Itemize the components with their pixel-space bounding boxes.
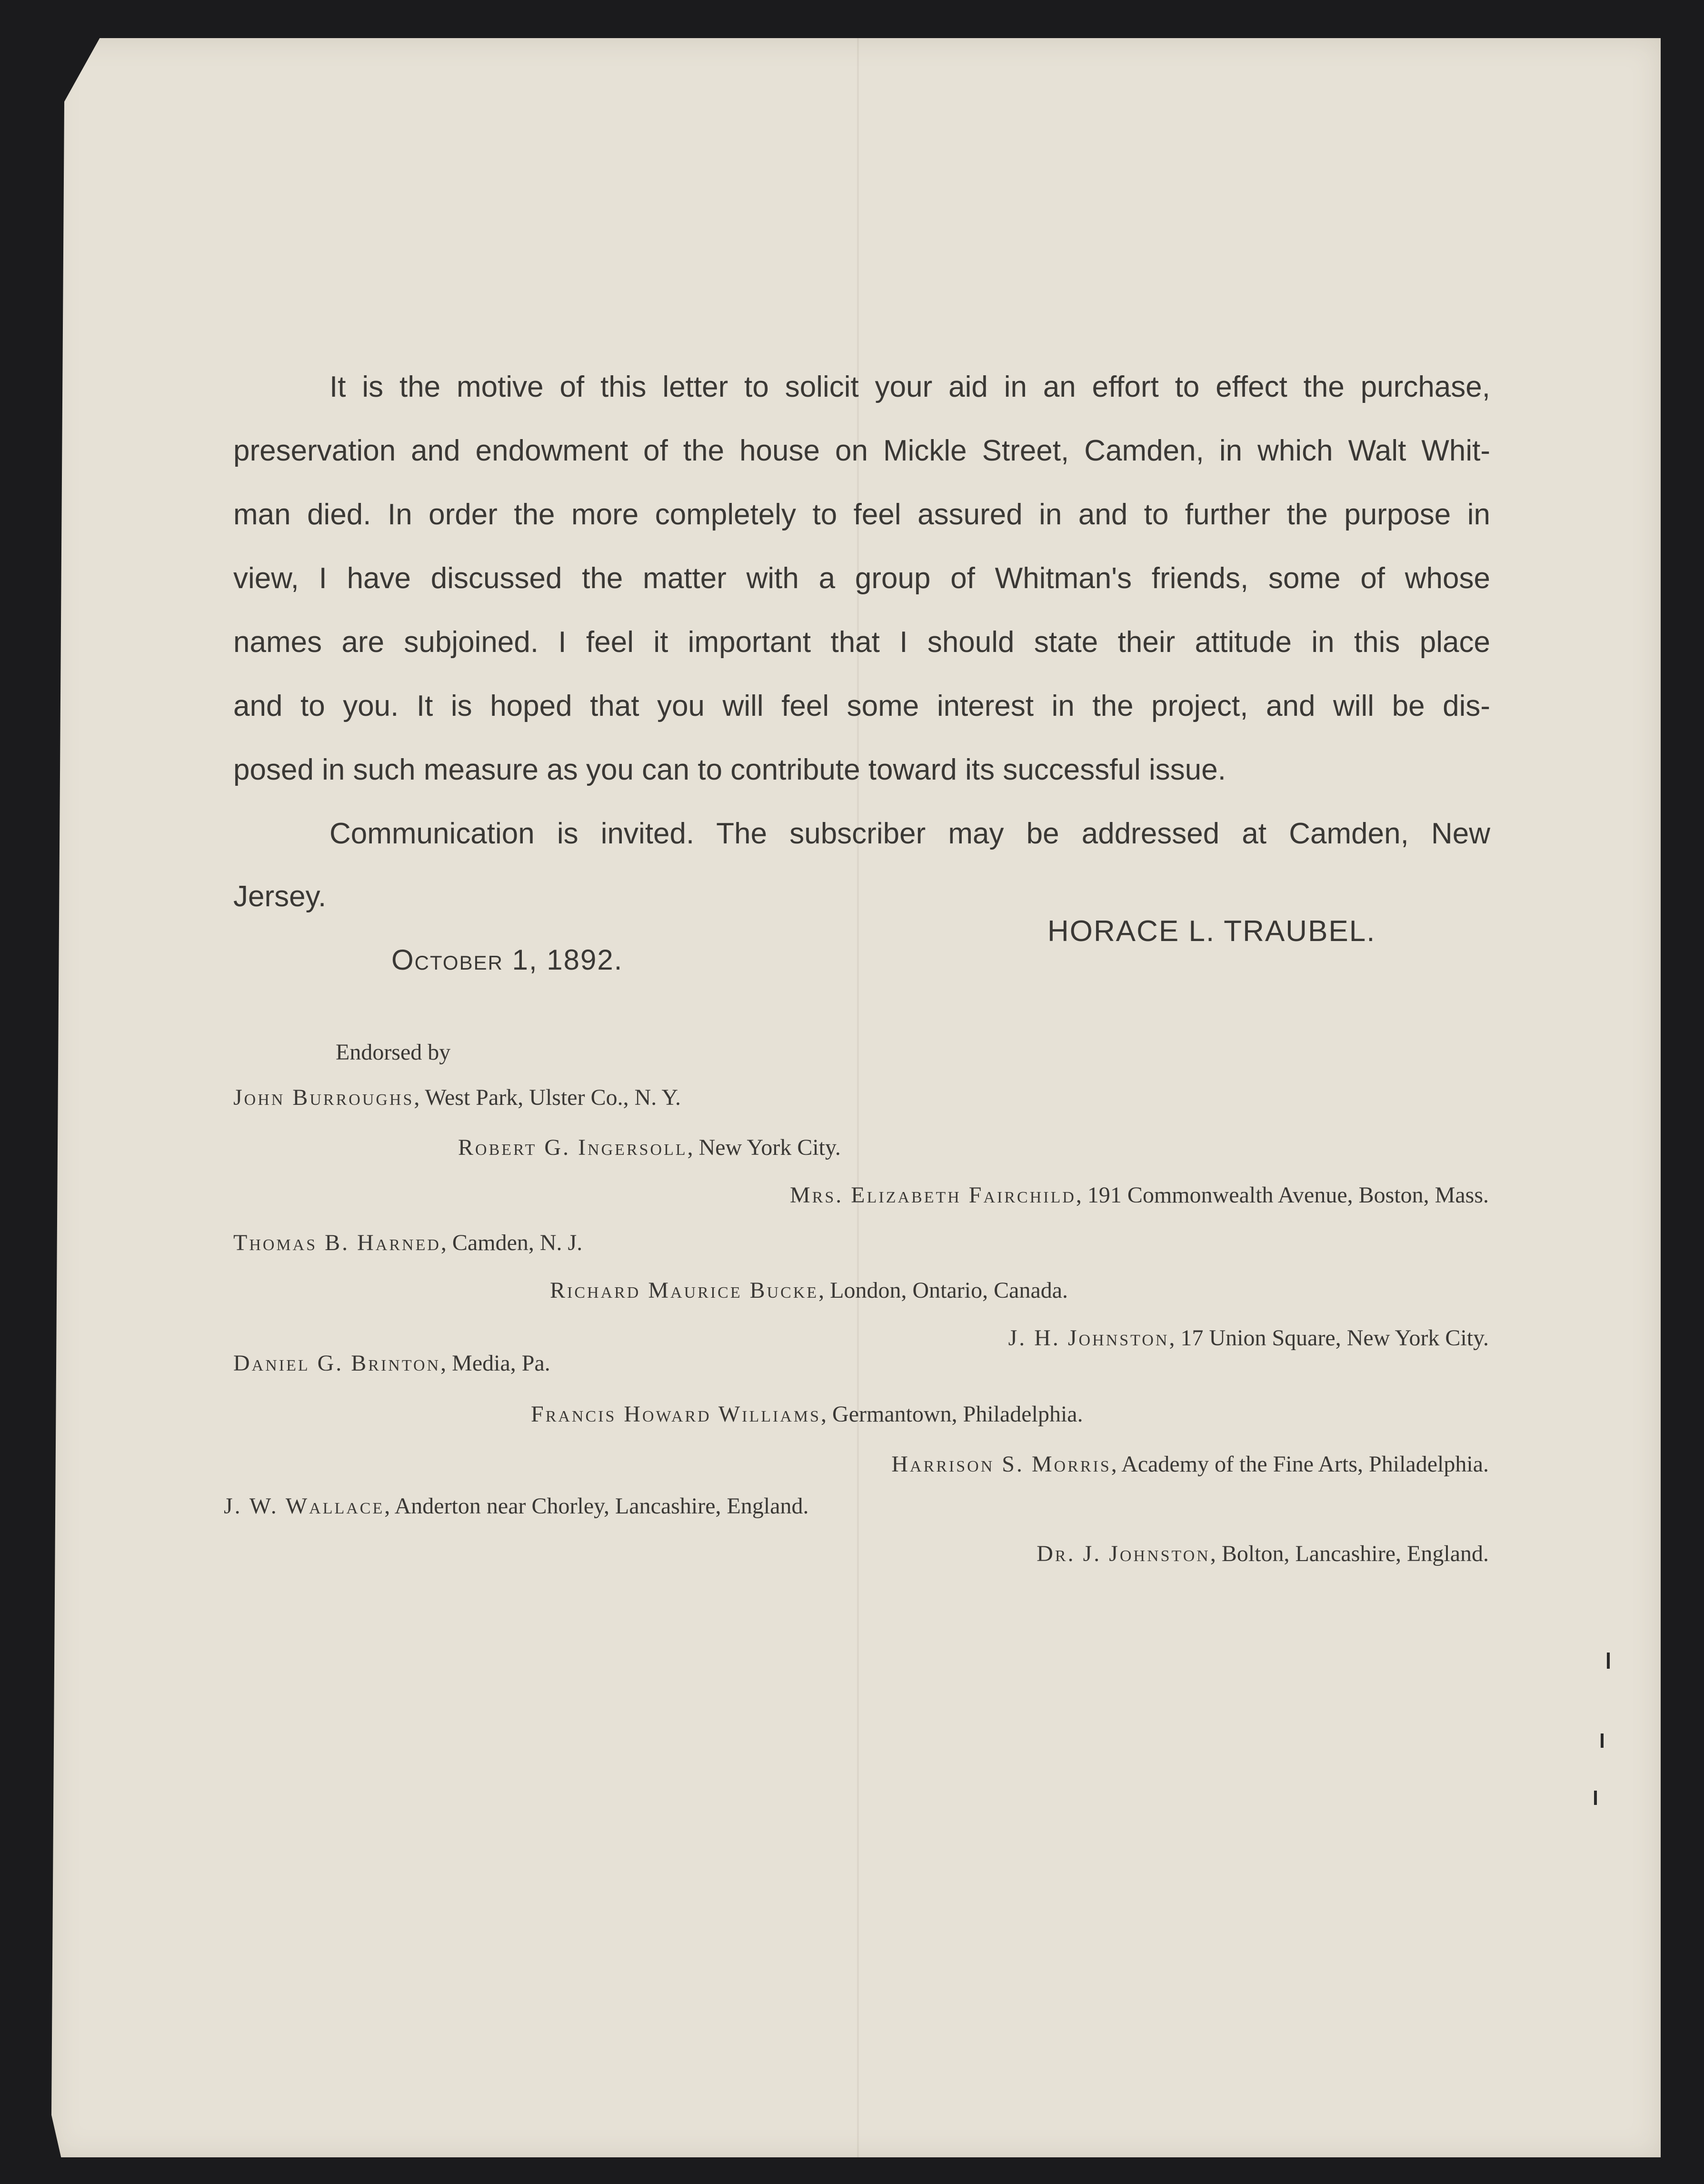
paragraph-2-line-2: Jersey. bbox=[233, 880, 327, 913]
paragraph-1-line-5: names are subjoined. I feel it important that I should state their attitude in this place bbox=[233, 626, 1490, 659]
endorsement-entry bbox=[790, 1183, 1489, 1207]
paragraph-1-line-6: and to you. It is hoped that you will feel some interest in the project, and will be dis- bbox=[233, 690, 1490, 722]
paragraph-1-line-1: It is the motive of this letter to solicit your aid in an effort to effect the purchase, bbox=[329, 371, 1490, 403]
endorser-location: , Anderton near Chorley, Lancashire, England. bbox=[384, 1493, 809, 1519]
ink-speck bbox=[1601, 1733, 1604, 1748]
paragraph-1-line-4: view, I have discussed the matter with a group of Whitman's friends, some of whose bbox=[233, 562, 1490, 595]
endorser-name: Thomas B. Harned bbox=[233, 1230, 441, 1255]
endorser-location: , 17 Union Square, New York City. bbox=[1169, 1325, 1489, 1351]
paragraph-2-line-1: Communication is invited. The subscriber may be addressed at Camden, New bbox=[329, 817, 1490, 850]
endorsed-by-heading: Endorsed by bbox=[336, 1040, 451, 1065]
paragraph-1-line-2: preservation and endowment of the house on Mickle Street, Camden, in which Walt Whit- bbox=[233, 434, 1490, 467]
letter-date: October 1, 1892. bbox=[391, 944, 623, 976]
endorsement-entry bbox=[550, 1279, 1068, 1302]
endorsement-entry bbox=[233, 1352, 550, 1375]
endorser-location: , Media, Pa. bbox=[440, 1351, 550, 1376]
endorser-location: , Camden, N. J. bbox=[440, 1230, 583, 1255]
endorser-name: Dr. J. Johnston bbox=[1036, 1541, 1210, 1566]
endorser-name: Robert G. Ingersoll bbox=[458, 1135, 688, 1160]
ink-speck bbox=[1594, 1791, 1597, 1805]
endorsement-entry bbox=[1008, 1326, 1489, 1350]
ink-speck bbox=[1607, 1653, 1610, 1669]
endorsement-entry bbox=[531, 1403, 1083, 1426]
paper-fold-crease bbox=[857, 38, 859, 2157]
signature: HORACE L. TRAUBEL. bbox=[1047, 915, 1376, 948]
endorser-name: J. H. Johnston bbox=[1008, 1325, 1169, 1351]
endorser-location: , Germantown, Philadelphia. bbox=[821, 1402, 1083, 1427]
paragraph-1-line-7: posed in such measure as you can to contribute toward its successful issue. bbox=[233, 753, 1226, 786]
endorser-name: Harrison S. Morris bbox=[891, 1452, 1111, 1477]
endorsement-entry bbox=[1036, 1542, 1489, 1566]
endorser-location: , Bolton, Lancashire, England. bbox=[1210, 1541, 1489, 1566]
endorsement-entry bbox=[891, 1453, 1489, 1476]
endorsement-entry bbox=[233, 1231, 582, 1255]
endorser-location: , Academy of the Fine Arts, Philadelphia. bbox=[1111, 1452, 1489, 1477]
paragraph-1-line-3: man died. In order the more completely to feel assured in and to further the purpose in bbox=[233, 498, 1490, 531]
endorsement-entry bbox=[458, 1136, 841, 1160]
endorser-location: , New York City. bbox=[687, 1135, 841, 1160]
endorser-name: J. W. Wallace bbox=[224, 1493, 385, 1519]
endorser-location: , West Park, Ulster Co., N. Y. bbox=[414, 1085, 681, 1110]
endorser-name: John Burroughs bbox=[233, 1085, 414, 1110]
endorsement-entry bbox=[233, 1086, 681, 1110]
endorser-name: Richard Maurice Bucke bbox=[550, 1278, 819, 1303]
endorser-location: , London, Ontario, Canada. bbox=[818, 1278, 1068, 1303]
endorser-name: Daniel G. Brinton bbox=[233, 1351, 441, 1376]
endorsement-entry bbox=[224, 1494, 809, 1518]
endorser-name: Francis Howard Williams bbox=[531, 1402, 821, 1427]
endorser-location: , 191 Commonwealth Avenue, Boston, Mass. bbox=[1076, 1182, 1489, 1208]
endorser-name: Mrs. Elizabeth Fairchild bbox=[790, 1182, 1076, 1208]
